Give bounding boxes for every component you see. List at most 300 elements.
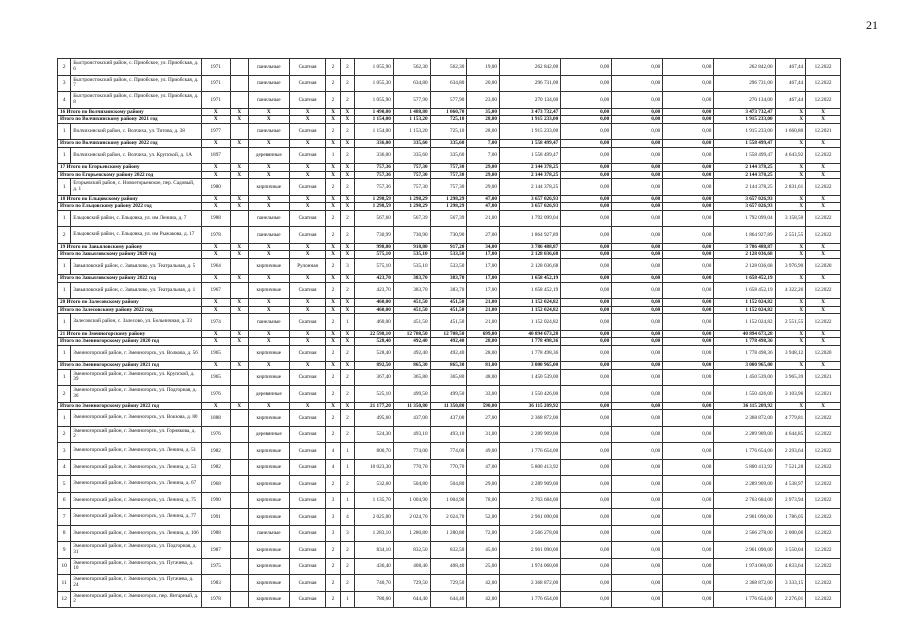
- table-cell: 1888: [201, 410, 230, 427]
- summary-cell: X: [201, 116, 230, 124]
- table-cell: 2: [340, 426, 354, 443]
- table-cell: 436,40: [355, 558, 394, 575]
- summary-cell: 460,00: [355, 306, 394, 314]
- table-cell: 2 973,94: [775, 492, 806, 509]
- table-cell: 2: [340, 179, 354, 196]
- table-cell: 1: [58, 314, 71, 331]
- table-cell: 1971: [201, 75, 230, 92]
- summary-cell: X: [326, 108, 340, 116]
- table-cell: 0,00: [612, 345, 663, 362]
- summary-cell: X: [201, 164, 230, 172]
- table-cell: 8: [58, 525, 71, 542]
- table-cell: 0,00: [663, 179, 714, 196]
- summary-cell: 0,00: [612, 171, 663, 179]
- table-cell: 2: [340, 282, 354, 299]
- table-cell: панельные: [248, 525, 289, 542]
- table-cell: 2 024,70: [430, 509, 467, 526]
- table-cell: 5 800 413,92: [499, 459, 560, 476]
- summary-cell: 36 115 209,92: [714, 402, 775, 410]
- summary-cell: X: [806, 243, 841, 251]
- table-cell: [230, 426, 248, 443]
- table-cell: 0,00: [612, 59, 663, 76]
- address-cell: Змеиногорский район, г. Змеиногорск, ул. Волкова, д. 56: [71, 345, 202, 362]
- summary-cell: X: [230, 140, 248, 148]
- summary-cell: 892,50: [355, 362, 394, 370]
- table-cell: Скатная: [289, 210, 326, 227]
- summary-cell: X: [248, 306, 289, 314]
- table-cell: 12.2021: [806, 386, 841, 403]
- table-cell: 0,00: [561, 509, 612, 526]
- table-cell: 1983: [201, 575, 230, 592]
- table-cell: 2: [326, 542, 340, 559]
- table-cell: 1: [58, 147, 71, 164]
- table-cell: 2: [326, 369, 340, 386]
- table-cell: Скатная: [289, 410, 326, 427]
- table-cell: 1: [58, 369, 71, 386]
- table-row: [58, 258, 841, 275]
- summary-cell: 0,00: [663, 299, 714, 307]
- summary-cell: X: [248, 108, 289, 116]
- table-cell: 0,00: [612, 386, 663, 403]
- table-cell: 11: [58, 575, 71, 592]
- table-cell: 1987: [201, 542, 230, 559]
- table-cell: 1 153,20: [393, 123, 430, 140]
- summary-row: [58, 306, 841, 314]
- summary-cell: 0,00: [561, 195, 612, 203]
- summary-cell: 0,00: [561, 251, 612, 259]
- table-cell: 2: [340, 227, 354, 244]
- summary-cell: X: [230, 203, 248, 211]
- summary-cell: X: [201, 362, 230, 370]
- summary-cell: X: [248, 362, 289, 370]
- summary-cell: X: [230, 116, 248, 124]
- summary-cell: X: [230, 299, 248, 307]
- summary-cell: 47,00: [467, 203, 500, 211]
- table-cell: 1 776 654,00: [499, 591, 560, 608]
- summary-cell: 21,00: [467, 299, 500, 307]
- summary-cell: X: [201, 243, 230, 251]
- table-cell: 25,00: [467, 558, 500, 575]
- table-cell: 1: [58, 123, 71, 140]
- summary-cell: 0,00: [663, 116, 714, 124]
- summary-cell: X: [201, 306, 230, 314]
- summary-cell: 335,60: [430, 140, 467, 148]
- table-cell: 1 135,70: [355, 492, 394, 509]
- summary-row: [58, 140, 841, 148]
- table-cell: 1 915 233,00: [714, 123, 775, 140]
- summary-cell: X: [806, 275, 841, 283]
- table-cell: кирпичные: [248, 575, 289, 592]
- summary-cell: X: [806, 251, 841, 259]
- table-cell: 504,80: [393, 476, 430, 493]
- summary-cell: 12 708,50: [430, 330, 467, 338]
- summary-cell: 335,60: [393, 140, 430, 148]
- table-cell: 408,40: [430, 558, 467, 575]
- table-cell: 2: [340, 75, 354, 92]
- summary-cell: X: [248, 402, 289, 410]
- summary-cell: X: [806, 116, 841, 124]
- summary-cell: 1 298,29: [430, 203, 467, 211]
- table-cell: 7: [58, 509, 71, 526]
- table-cell: 52,00: [467, 509, 500, 526]
- table-cell: 577,90: [430, 92, 467, 109]
- table-cell: 0,00: [663, 227, 714, 244]
- summary-cell: 1 298,59: [355, 195, 394, 203]
- table-cell: [230, 92, 248, 109]
- summary-cell: X: [230, 275, 248, 283]
- summary-cell: X: [326, 203, 340, 211]
- table-row: [58, 345, 841, 362]
- summary-cell: 535,10: [393, 251, 430, 259]
- table-cell: 0,00: [663, 459, 714, 476]
- table-cell: [230, 210, 248, 227]
- summary-cell: X: [340, 164, 354, 172]
- summary-cell: 0,00: [612, 195, 663, 203]
- table-cell: 0,00: [663, 369, 714, 386]
- summary-cell: X: [806, 195, 841, 203]
- table-cell: 0,00: [561, 92, 612, 109]
- table-cell: 0,00: [663, 210, 714, 227]
- summary-cell: 7,00: [467, 140, 500, 148]
- table-cell: 3: [326, 509, 340, 526]
- table-cell: 2 763 684,00: [714, 492, 775, 509]
- summary-cell: 34,00: [467, 243, 500, 251]
- table-cell: 0,00: [561, 282, 612, 299]
- table-cell: 730,99: [355, 227, 394, 244]
- summary-cell: 0,00: [612, 203, 663, 211]
- table-cell: 644,40: [430, 591, 467, 608]
- table-cell: 757,30: [393, 179, 430, 196]
- table-cell: 634,80: [393, 75, 430, 92]
- table-cell: 31,00: [467, 426, 500, 443]
- summary-row: [58, 402, 841, 410]
- summary-cell: X: [775, 203, 806, 211]
- table-cell: 499,50: [430, 386, 467, 403]
- table-cell: 499,50: [393, 386, 430, 403]
- table-cell: 5: [58, 476, 71, 493]
- table-row: [58, 443, 841, 460]
- summary-cell: X: [340, 140, 354, 148]
- summary-cell: 2 144 378,25: [714, 171, 775, 179]
- table-cell: кирпичные: [248, 509, 289, 526]
- table-cell: Скатная: [289, 591, 326, 608]
- table-cell: 1971: [201, 59, 230, 76]
- summary-cell: 0,00: [612, 299, 663, 307]
- table-cell: кирпичные: [248, 459, 289, 476]
- table-cell: Скатная: [289, 179, 326, 196]
- summary-cell: X: [806, 140, 841, 148]
- summary-cell: 1 298,29: [393, 203, 430, 211]
- address-cell: Змеиногорский район, г. Змеиногорск, ул. Ленина, д. 106: [71, 525, 202, 542]
- table-cell: 1897: [201, 147, 230, 164]
- table-cell: 0,00: [612, 558, 663, 575]
- table-cell: 525,10: [355, 386, 394, 403]
- summary-cell: X: [775, 275, 806, 283]
- table-cell: 12.2022: [806, 92, 841, 109]
- summary-cell: X: [289, 299, 326, 307]
- table-cell: 1: [340, 459, 354, 476]
- summary-cell: X: [340, 171, 354, 179]
- summary-cell: X: [248, 330, 289, 338]
- table-cell: 336,00: [355, 147, 394, 164]
- table-cell: 12.2022: [806, 558, 841, 575]
- table-cell: 1 154,00: [355, 123, 394, 140]
- summary-cell: 1 658 452,19: [714, 275, 775, 283]
- summary-label: Итого по Волчихинскому району 2021 год: [58, 116, 202, 124]
- table-cell: 4 322,26: [775, 282, 806, 299]
- table-cell: 0,00: [663, 542, 714, 559]
- summary-cell: X: [340, 402, 354, 410]
- summary-cell: X: [289, 203, 326, 211]
- summary-cell: X: [340, 195, 354, 203]
- table-cell: 1 550 426,00: [499, 386, 560, 403]
- table-cell: 423,70: [355, 282, 394, 299]
- table-cell: 780,60: [355, 591, 394, 608]
- table-cell: 1: [58, 210, 71, 227]
- summary-cell: 2 144 378,25: [499, 164, 560, 172]
- table-cell: 12.2022: [806, 509, 841, 526]
- table-cell: 0,00: [561, 258, 612, 275]
- summary-label: Итого по Змеиногорскому району 2021 год: [58, 362, 202, 370]
- summary-row: [58, 108, 841, 116]
- summary-cell: X: [806, 164, 841, 172]
- summary-cell: X: [201, 338, 230, 346]
- summary-cell: 29,00: [467, 171, 500, 179]
- table-cell: 29,00: [467, 476, 500, 493]
- table-row: [58, 509, 841, 526]
- table-cell: 0,00: [561, 525, 612, 542]
- summary-cell: X: [326, 164, 340, 172]
- summary-cell: X: [248, 338, 289, 346]
- table-cell: 0,00: [663, 147, 714, 164]
- table-cell: 12.2021: [806, 369, 841, 386]
- summary-cell: 36 115 209,92: [499, 402, 560, 410]
- summary-label: 16 Итого по Волчихинскому району: [58, 108, 202, 116]
- summary-cell: 1 558 499,47: [714, 140, 775, 148]
- table-cell: 4: [58, 459, 71, 476]
- summary-cell: 575,10: [355, 251, 394, 259]
- table-cell: 1964: [201, 258, 230, 275]
- table-cell: 7,00: [467, 147, 500, 164]
- table-row: [58, 179, 841, 196]
- table-cell: 2 551,55: [775, 314, 806, 331]
- summary-cell: X: [201, 330, 230, 338]
- summary-cell: 0,00: [663, 195, 714, 203]
- table-cell: 832,50: [393, 542, 430, 559]
- summary-cell: X: [289, 171, 326, 179]
- table-cell: 1 660,80: [775, 123, 806, 140]
- table-cell: 4: [58, 92, 71, 109]
- summary-cell: 0,00: [612, 338, 663, 346]
- table-cell: 0,00: [663, 443, 714, 460]
- summary-cell: X: [775, 330, 806, 338]
- summary-cell: X: [806, 402, 841, 410]
- table-cell: 2: [326, 314, 340, 331]
- summary-cell: 0,00: [663, 243, 714, 251]
- summary-cell: 0,00: [612, 362, 663, 370]
- summary-cell: X: [201, 203, 230, 211]
- summary-cell: 1 298,59: [355, 203, 394, 211]
- summary-label: 20 Итого по Залесовскому району: [58, 299, 202, 307]
- address-cell: Быстроистокский район, с. Приобское, ул. Приобская, д. 8: [71, 92, 202, 109]
- table-cell: 533,50: [430, 258, 467, 275]
- table-cell: 2 368 872,00: [499, 410, 560, 427]
- table-cell: кирпичные: [248, 345, 289, 362]
- address-cell: Завьяловский район, с. Завьялово, ул. Театральная, д. 5: [71, 258, 202, 275]
- table-cell: 0,00: [561, 575, 612, 592]
- table-cell: 12: [58, 591, 71, 608]
- table-cell: 562,30: [430, 59, 467, 76]
- table-cell: 1976: [201, 426, 230, 443]
- table-cell: 9: [58, 542, 71, 559]
- table-cell: [230, 386, 248, 403]
- table-cell: 1: [326, 147, 340, 164]
- summary-label: Итого по Завьяловскому району 2022 год: [58, 275, 202, 283]
- table-cell: 2: [326, 179, 340, 196]
- table-cell: 730,90: [430, 227, 467, 244]
- table-cell: Скатная: [289, 59, 326, 76]
- summary-cell: 451,50: [430, 299, 467, 307]
- table-cell: 2: [340, 558, 354, 575]
- summary-cell: 3 657 026,93: [499, 195, 560, 203]
- table-cell: 2 961 090,00: [714, 542, 775, 559]
- summary-cell: 11 350,80: [430, 402, 467, 410]
- summary-cell: 3 473 732,47: [499, 108, 560, 116]
- table-cell: 467,44: [775, 75, 806, 92]
- summary-cell: X: [201, 171, 230, 179]
- summary-cell: X: [248, 243, 289, 251]
- table-cell: 725,10: [430, 123, 467, 140]
- table-cell: 0,00: [612, 123, 663, 140]
- table-cell: 2: [326, 575, 340, 592]
- table-cell: 0,00: [663, 476, 714, 493]
- table-cell: 365,80: [393, 369, 430, 386]
- table-cell: [230, 227, 248, 244]
- table-cell: 2 961 090,00: [714, 509, 775, 526]
- table-cell: 1 776 654,00: [714, 591, 775, 608]
- summary-row: [58, 362, 841, 370]
- table-cell: 0,00: [663, 558, 714, 575]
- summary-cell: 460,00: [355, 299, 394, 307]
- table-cell: Скатная: [289, 282, 326, 299]
- summary-cell: X: [326, 171, 340, 179]
- table-cell: 1 792 099,04: [499, 210, 560, 227]
- summary-cell: X: [248, 251, 289, 259]
- table-cell: кирпичные: [248, 179, 289, 196]
- table-cell: 1 974 060,00: [714, 558, 775, 575]
- table-cell: 0,00: [561, 558, 612, 575]
- summary-cell: 757,30: [393, 164, 430, 172]
- table-cell: 504,80: [430, 476, 467, 493]
- summary-cell: 0,00: [663, 338, 714, 346]
- table-cell: 2 368 872,00: [499, 575, 560, 592]
- summary-cell: 757,36: [355, 171, 394, 179]
- table-cell: 1 055,90: [355, 59, 394, 76]
- table-cell: 3: [340, 525, 354, 542]
- table-cell: 2: [58, 227, 71, 244]
- table-cell: [230, 75, 248, 92]
- address-cell: Быстроистокский район, с. Приобское, ул. Приобская, д. 6: [71, 59, 202, 76]
- table-cell: 45,00: [467, 542, 500, 559]
- table-cell: 2: [326, 426, 340, 443]
- summary-cell: X: [775, 299, 806, 307]
- summary-cell: 0,00: [663, 251, 714, 259]
- address-cell: Ельцовский район, с. Ельцовка, ул. им Ленина, д. 7: [71, 210, 202, 227]
- summary-cell: X: [340, 116, 354, 124]
- table-row: [58, 591, 841, 608]
- summary-cell: X: [326, 402, 340, 410]
- summary-cell: 0,00: [663, 140, 714, 148]
- table-cell: 0,00: [612, 591, 663, 608]
- table-cell: кирпичные: [248, 476, 289, 493]
- summary-cell: X: [248, 195, 289, 203]
- table-cell: 42,00: [467, 591, 500, 608]
- summary-cell: 0,00: [561, 164, 612, 172]
- summary-cell: X: [201, 402, 230, 410]
- table-cell: 262 842,00: [499, 59, 560, 76]
- table-cell: 0,00: [561, 75, 612, 92]
- table-cell: 1990: [201, 492, 230, 509]
- table-cell: 0,00: [612, 426, 663, 443]
- table-cell: 1976: [201, 386, 230, 403]
- summary-cell: 3 473 732,47: [714, 108, 775, 116]
- table-cell: 2 566 278,00: [714, 525, 775, 542]
- summary-cell: 0,00: [663, 275, 714, 283]
- summary-cell: X: [248, 203, 289, 211]
- table-cell: 12.2022: [806, 575, 841, 592]
- table-cell: 1 055,30: [355, 75, 394, 92]
- table-cell: 567,60: [355, 210, 394, 227]
- table-row: [58, 476, 841, 493]
- table-cell: 1977: [201, 123, 230, 140]
- table-cell: 12.2022: [806, 410, 841, 427]
- table-cell: деревянные: [248, 386, 289, 403]
- table-cell: 2 024,70: [393, 509, 430, 526]
- table-cell: 528,40: [355, 345, 394, 362]
- table-cell: 3 976,90: [775, 258, 806, 275]
- table-cell: 0,00: [612, 509, 663, 526]
- summary-cell: 17,00: [467, 275, 500, 283]
- table-cell: 2 831,61: [775, 179, 806, 196]
- summary-cell: 35,00: [467, 108, 500, 116]
- summary-cell: 533,50: [430, 251, 467, 259]
- table-cell: 577,90: [393, 92, 430, 109]
- table-cell: 1982: [201, 459, 230, 476]
- table-cell: 1 004,90: [393, 492, 430, 509]
- summary-cell: 0,00: [612, 306, 663, 314]
- summary-cell: 28,00: [467, 338, 500, 346]
- table-cell: 1: [340, 314, 354, 331]
- summary-cell: X: [248, 116, 289, 124]
- table-cell: 296 731,00: [714, 75, 775, 92]
- summary-cell: X: [230, 251, 248, 259]
- summary-cell: X: [230, 402, 248, 410]
- table-cell: 644,40: [393, 591, 430, 608]
- table-cell: 2 289 909,00: [499, 426, 560, 443]
- summary-cell: 11 350,80: [393, 402, 430, 410]
- table-cell: 12.2022: [806, 492, 841, 509]
- summary-cell: X: [340, 108, 354, 116]
- table-cell: 575,10: [355, 258, 394, 275]
- table-cell: 1 283,10: [355, 525, 394, 542]
- table-cell: Скатная: [289, 525, 326, 542]
- summary-cell: 0,00: [561, 116, 612, 124]
- table-cell: 2 276,01: [775, 591, 806, 608]
- table-cell: Скатная: [289, 314, 326, 331]
- table-cell: 0,00: [561, 591, 612, 608]
- address-cell: Змеиногорский район, г. Змеиногорск, ул. Вокзова, д. 80: [71, 410, 202, 427]
- table-cell: Скатная: [289, 75, 326, 92]
